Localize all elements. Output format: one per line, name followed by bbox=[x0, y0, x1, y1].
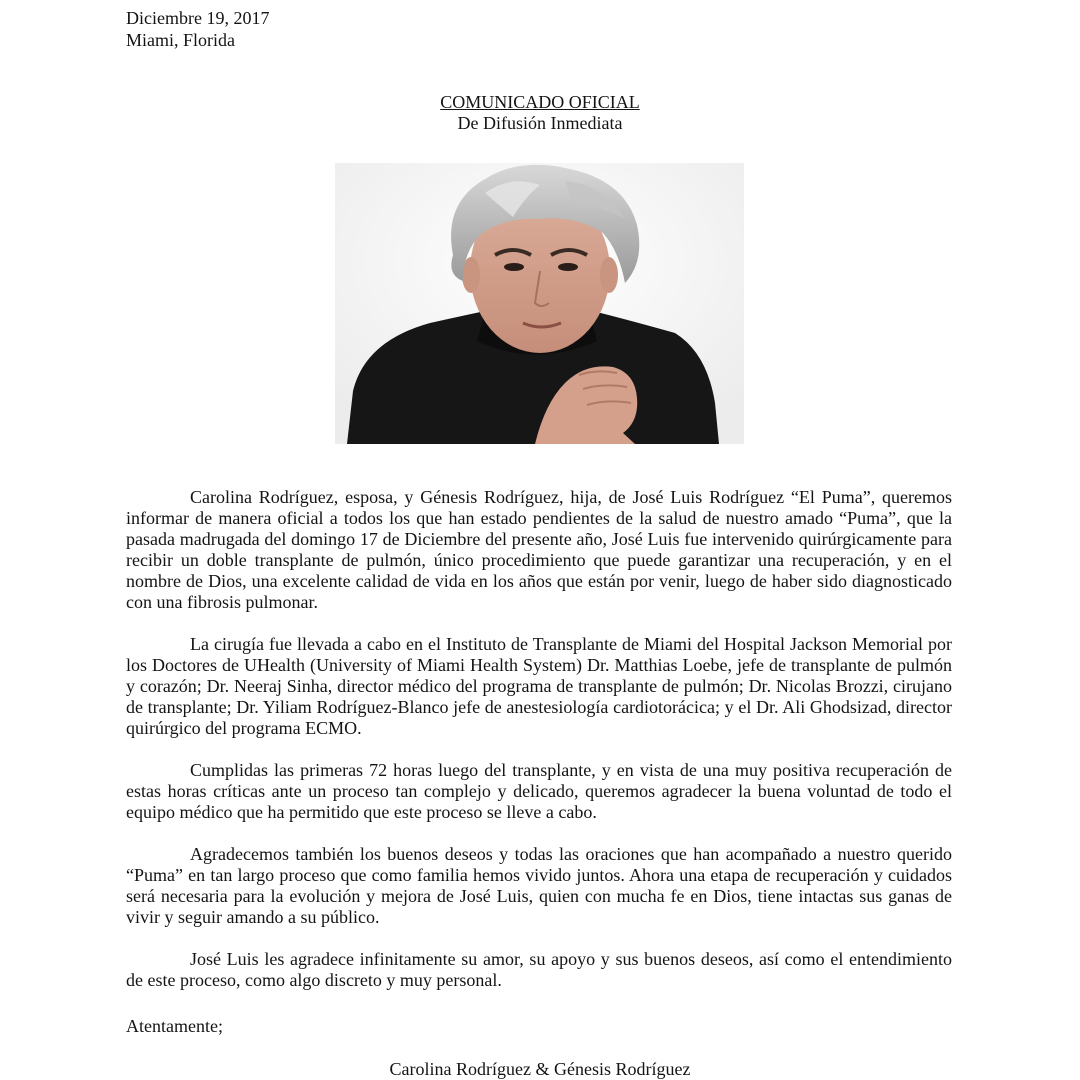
document-heading bbox=[0, 92, 1080, 134]
letter-body bbox=[126, 487, 952, 1012]
letter-date: Diciembre 19, 2017 bbox=[126, 8, 270, 28]
portrait-photo bbox=[335, 163, 744, 444]
body-paragraph: Cumplidas las primeras 72 horas luego del transplante, y en vista de una muy positiva recuperación de estas horas críticas ante un proceso tan complejo y delicado, queremos agradecer la buena voluntad de todo el equipo médico que ha permitido que este proceso se lleve a cabo. bbox=[126, 760, 952, 822]
letter-location: Miami, Florida bbox=[126, 30, 235, 50]
body-paragraph: La cirugía fue llevada a cabo en el Instituto de Transplante de Miami del Hospital Jackson Memorial por los Doctores de UHealth (University of Miami Health System) Dr. Matthias Loebe, jefe de transplante de pulmón y corazón; Dr. Neeraj Sinha, director médico del programa de transplante de pulmón; Dr. Nicolas Brozzi, cirujano de transplante; Dr. Yiliam Rodríguez-Blanco jefe de anestesiología cardiotorácica; y el Dr. Ali Ghodsizad, director quirúrgico del programa ECMO. bbox=[126, 634, 952, 738]
document-subtitle: De Difusión Inmediata bbox=[457, 113, 623, 133]
document-title: COMUNICADO OFICIAL bbox=[440, 92, 640, 112]
signature-line: Carolina Rodríguez & Génesis Rodríguez bbox=[389, 1059, 691, 1079]
portrait-photo-icon bbox=[335, 163, 744, 444]
body-paragraph: José Luis les agradece infinitamente su amor, su apoyo y sus buenos deseos, así como el entendimiento de este proceso, como algo discreto y muy personal. bbox=[126, 949, 952, 990]
body-paragraph: Carolina Rodríguez, esposa, y Génesis Rodríguez, hija, de José Luis Rodríguez “El Puma”, queremos informar de manera oficial a todos los que han estado pendientes de la salud de nuestro amado “Puma”, que la pasada madrugada del domingo 17 de Diciembre del presente año, José Luis fue intervenido quirúrgicamente para recibir un doble transplante de pulmón, único procedimiento que puede garantizar una recuperación, y en el nombre de Dios, una excelente calidad de vida en los años que están por venir, luego de haber sido diagnosticado con una fibrosis pulmonar. bbox=[126, 487, 952, 612]
closing-salutation: Atentamente; bbox=[126, 1016, 223, 1036]
dateline bbox=[126, 7, 269, 51]
body-paragraph: Agradecemos también los buenos deseos y todas las oraciones que han acompañado a nuestro querido “Puma” en tan largo proceso que como familia hemos vivido juntos. Ahora una etapa de recuperación y cuidados será necesaria para la evolución y mejora de José Luis, quien con mucha fe en Dios, tiene intactas sus ganas de vivir y seguir amando a su público. bbox=[126, 844, 952, 927]
